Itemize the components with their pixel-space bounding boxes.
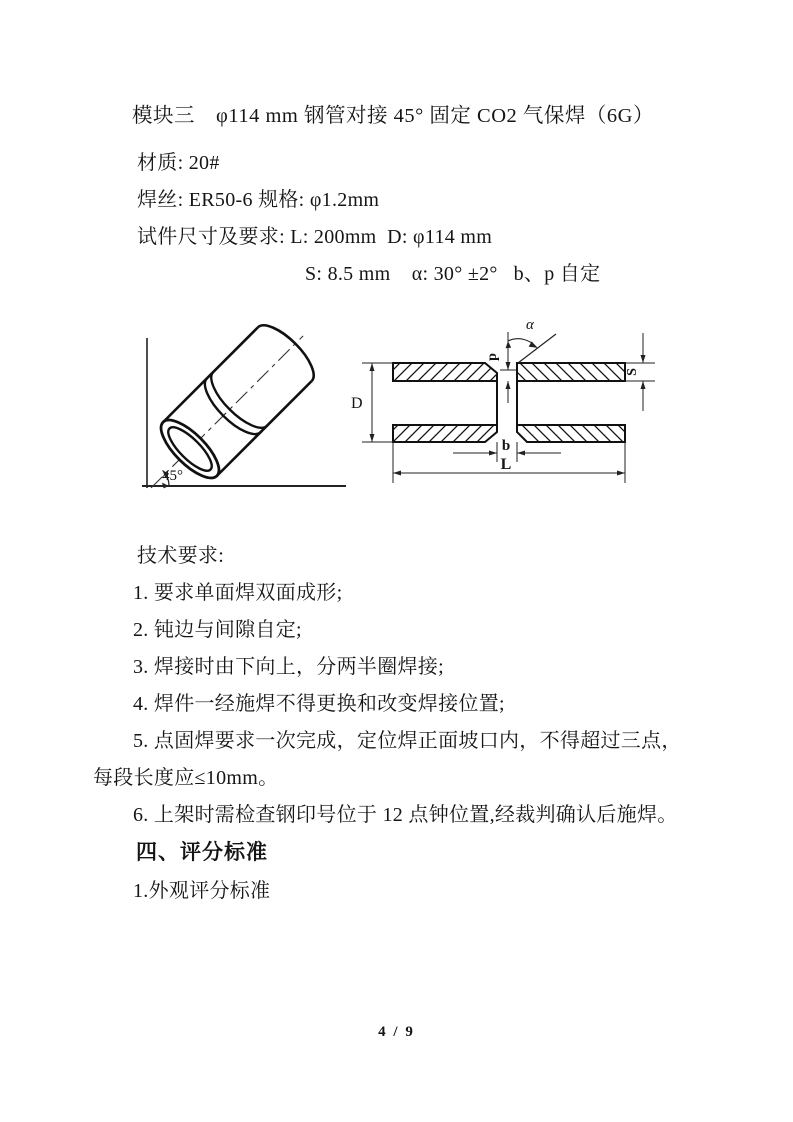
tech-item-6: 6. 上架时需检查钢印号位于 12 点钟位置,经裁判确认后施焊。 — [133, 804, 678, 826]
pipe-3d-diagram — [128, 298, 358, 503]
subsection-heading: 1.外观评分标准 — [133, 880, 271, 902]
l-label: L — [500, 456, 512, 473]
right-pipe-top-wall — [517, 363, 625, 381]
p-label: p — [485, 353, 500, 361]
b-label: b — [501, 438, 511, 454]
doc-title: 模块三 φ114 mm 钢管对接 45° 固定 CO2 气保焊（6G） — [132, 105, 654, 127]
tech-item-4: 4. 焊件一经施焊不得更换和改变焊接位置; — [133, 693, 505, 715]
angle-45-label: 45° — [162, 468, 183, 484]
left-pipe-top-wall — [393, 363, 497, 381]
s-label: S — [625, 368, 640, 376]
page-number: 4 / 9 — [378, 1024, 415, 1040]
tech-item-5-continuation: 每段长度应≤10mm。 — [93, 767, 279, 789]
left-pipe-bottom-wall — [393, 425, 497, 442]
groove-cross-section-diagram — [340, 315, 675, 491]
spec-size-1: 试件尺寸及要求: L: 200mm D: φ114 mm — [137, 226, 493, 248]
bevel-angle-line — [518, 334, 556, 363]
tech-item-1: 1. 要求单面焊双面成形; — [133, 582, 343, 604]
tech-item-2: 2. 钝边与间隙自定; — [133, 619, 302, 641]
right-pipe-bottom-wall — [517, 425, 625, 442]
tech-item-3: 3. 焊接时由下向上，分两半圈焊接; — [133, 656, 444, 678]
pipe-body — [128, 309, 330, 503]
spec-size-2: S: 8.5 mm α: 30° ±2° b、p 自定 — [305, 263, 601, 285]
tech-item-5: 5. 点固焊要求一次完成，定位焊正面坡口内，不得超过三点， — [133, 730, 682, 752]
spec-wire: 焊丝: ER50-6 规格: φ1.2mm — [137, 189, 380, 211]
alpha-label: α — [526, 317, 534, 333]
d-label: D — [351, 395, 363, 412]
tech-requirements-title: 技术要求: — [137, 545, 225, 567]
section-heading: 四、评分标准 — [136, 841, 268, 864]
spec-material: 材质: 20# — [137, 152, 220, 174]
